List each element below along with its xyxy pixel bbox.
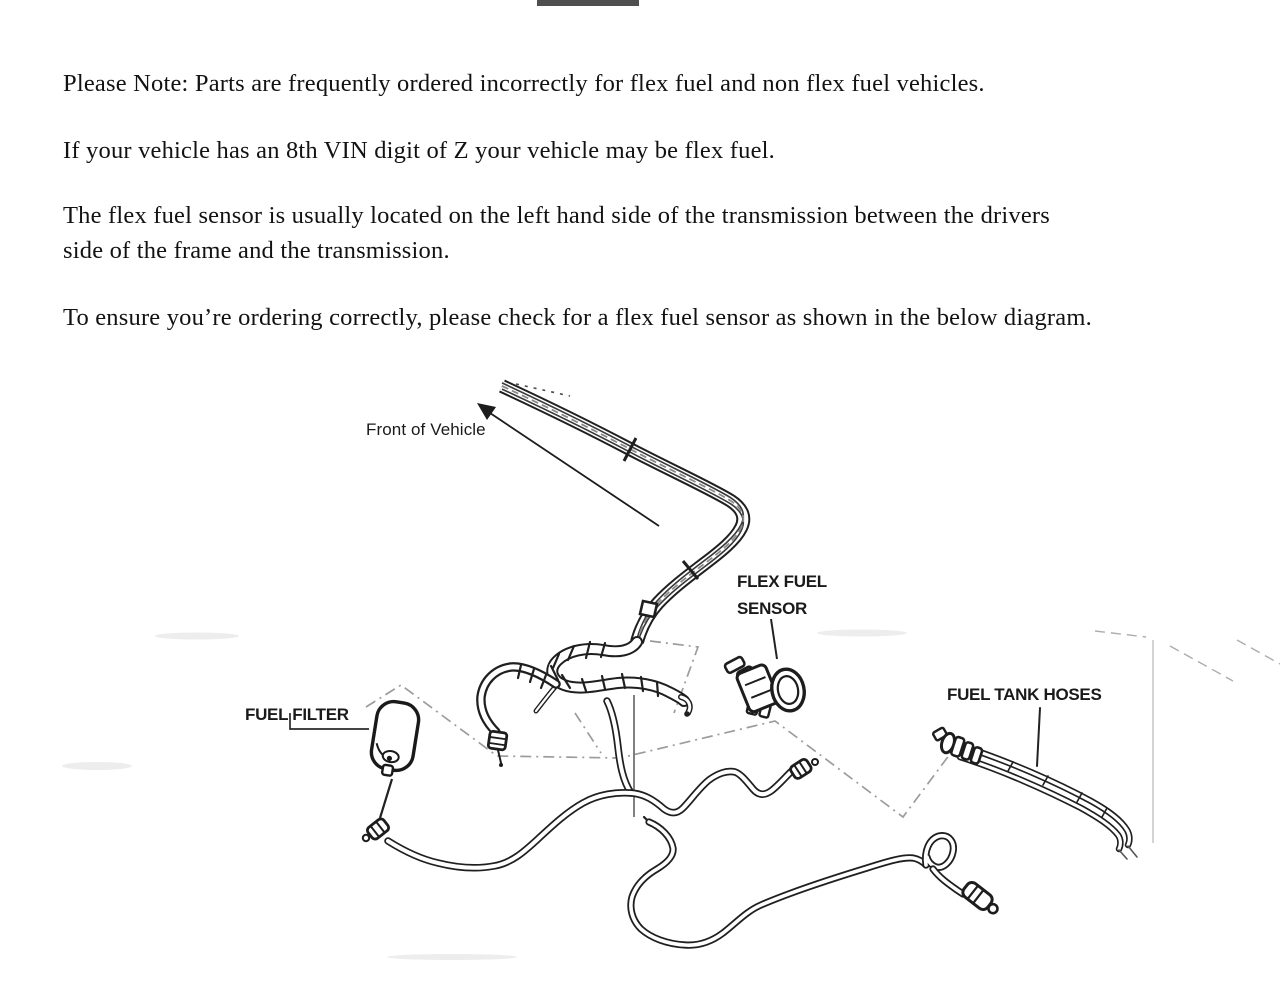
bottom-line-end-fitting <box>960 880 1002 918</box>
flex-fuel-sensor-drawing <box>724 619 808 718</box>
note-paragraph-3-line-2: side of the frame and the transmission. <box>63 237 450 264</box>
flex-fuel-sensor-label-line-2: SENSOR <box>737 599 807 618</box>
bottom-fuel-line <box>631 817 1002 945</box>
frame-reference-lines <box>366 641 950 817</box>
note-paragraph-4: To ensure you’re ordering correctly, please check for a flex fuel sensor as shown in the below diagram. <box>63 304 1092 331</box>
note-paragraph-2: If your vehicle has an 8th VIN digit of Z your vehicle may be flex fuel. <box>63 137 775 164</box>
note-paragraph-3-line-1: The flex fuel sensor is usually located on the left hand side of the transmission between the drivers <box>63 202 1051 229</box>
flex-fuel-sensor-label <box>737 568 827 622</box>
fuel-line-bundle <box>502 383 743 645</box>
fuel-tank-hoses-label: FUEL TANK HOSES <box>947 685 1102 704</box>
note-paragraph-1: Please Note: Parts are frequently ordered incorrectly for flex fuel and non flex fuel vehicles. <box>63 70 985 97</box>
front-of-vehicle-label: Front of Vehicle <box>366 420 486 439</box>
fuel-filter-label: FUEL FILTER <box>245 705 349 724</box>
fuel-tank-hoses-drawing <box>932 708 1137 859</box>
frame-reference-lines-right <box>1095 631 1280 681</box>
flex-fuel-sensor-label-line-1: FLEX FUEL <box>737 572 827 591</box>
